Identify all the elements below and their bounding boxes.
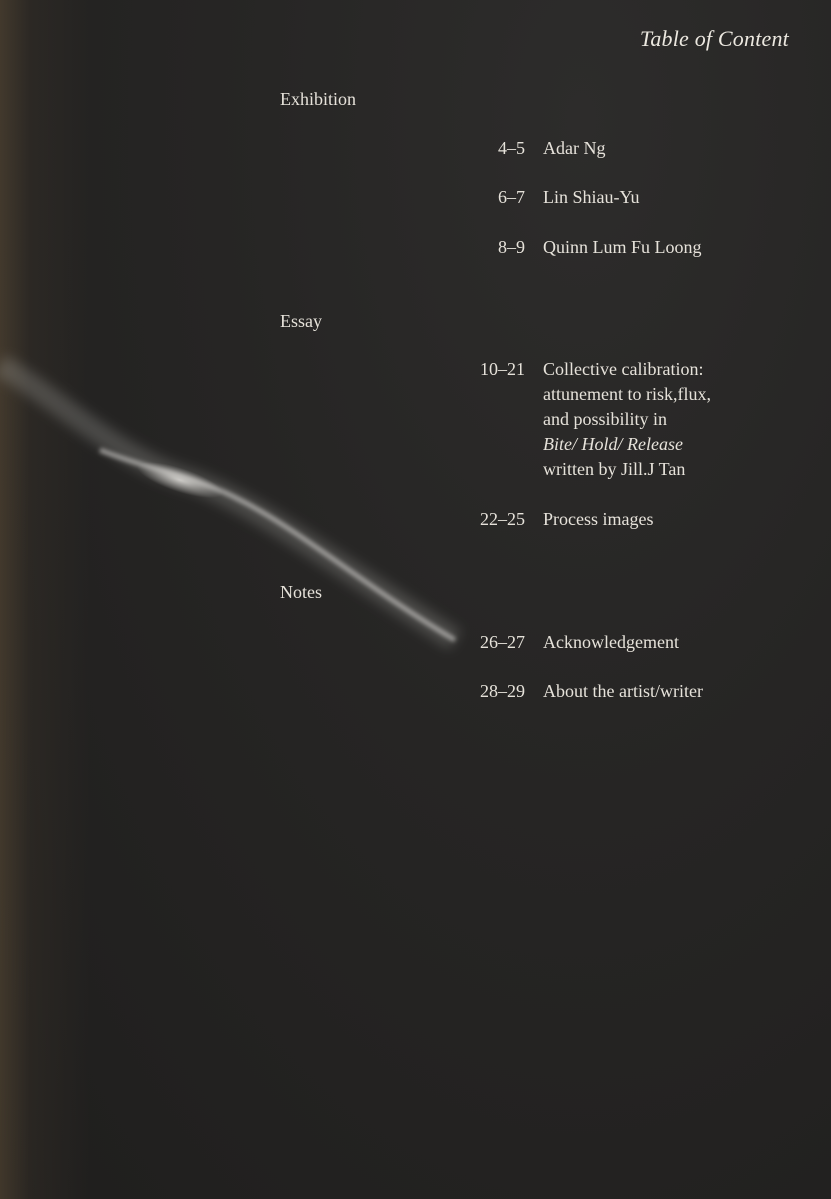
toc-entry — [470, 185, 790, 210]
toc-entry-pages: 28–29 — [480, 681, 525, 701]
section-label-essay: Essay — [280, 311, 322, 331]
toc-entry-pages: 6–7 — [498, 187, 525, 207]
toc-entry-title: Adar Ng — [543, 138, 606, 158]
toc-entry-title-line: attunement to risk,flux, — [543, 384, 711, 404]
section-label-exhibition: Exhibition — [280, 89, 356, 109]
section-label-notes: Notes — [280, 582, 322, 602]
toc-entry-pages: 8–9 — [498, 237, 525, 257]
toc-entry-title-line: and possibility in — [543, 409, 668, 429]
toc-entry-pages: 26–27 — [480, 632, 525, 652]
toc-entry — [470, 679, 790, 704]
toc-entry-title: Process images — [543, 509, 654, 529]
toc-entry — [470, 357, 790, 482]
toc-entry — [470, 235, 790, 260]
toc-entry-title: Quinn Lum Fu Loong — [543, 237, 702, 257]
toc-entry-title-line: Collective calibration: — [543, 359, 704, 379]
toc-entry-title — [543, 357, 790, 482]
toc-entry-title-line: written by Jill.J Tan — [543, 459, 686, 479]
toc-entry-title: About the artist/writer — [543, 681, 703, 701]
toc-entry — [470, 507, 790, 532]
toc-entry — [470, 630, 790, 655]
toc-entry-title: Acknowledgement — [543, 632, 679, 652]
page-title: Table of Content — [639, 26, 789, 51]
toc-entry-title: Lin Shiau-Yu — [543, 187, 640, 207]
toc-entry-pages: 10–21 — [480, 359, 525, 379]
toc-entry — [470, 136, 790, 161]
toc-entry-pages: 4–5 — [498, 138, 525, 158]
toc-entry-pages: 22–25 — [480, 509, 525, 529]
toc-entry-title-line-italic: Bite/ Hold/ Release — [543, 434, 683, 454]
